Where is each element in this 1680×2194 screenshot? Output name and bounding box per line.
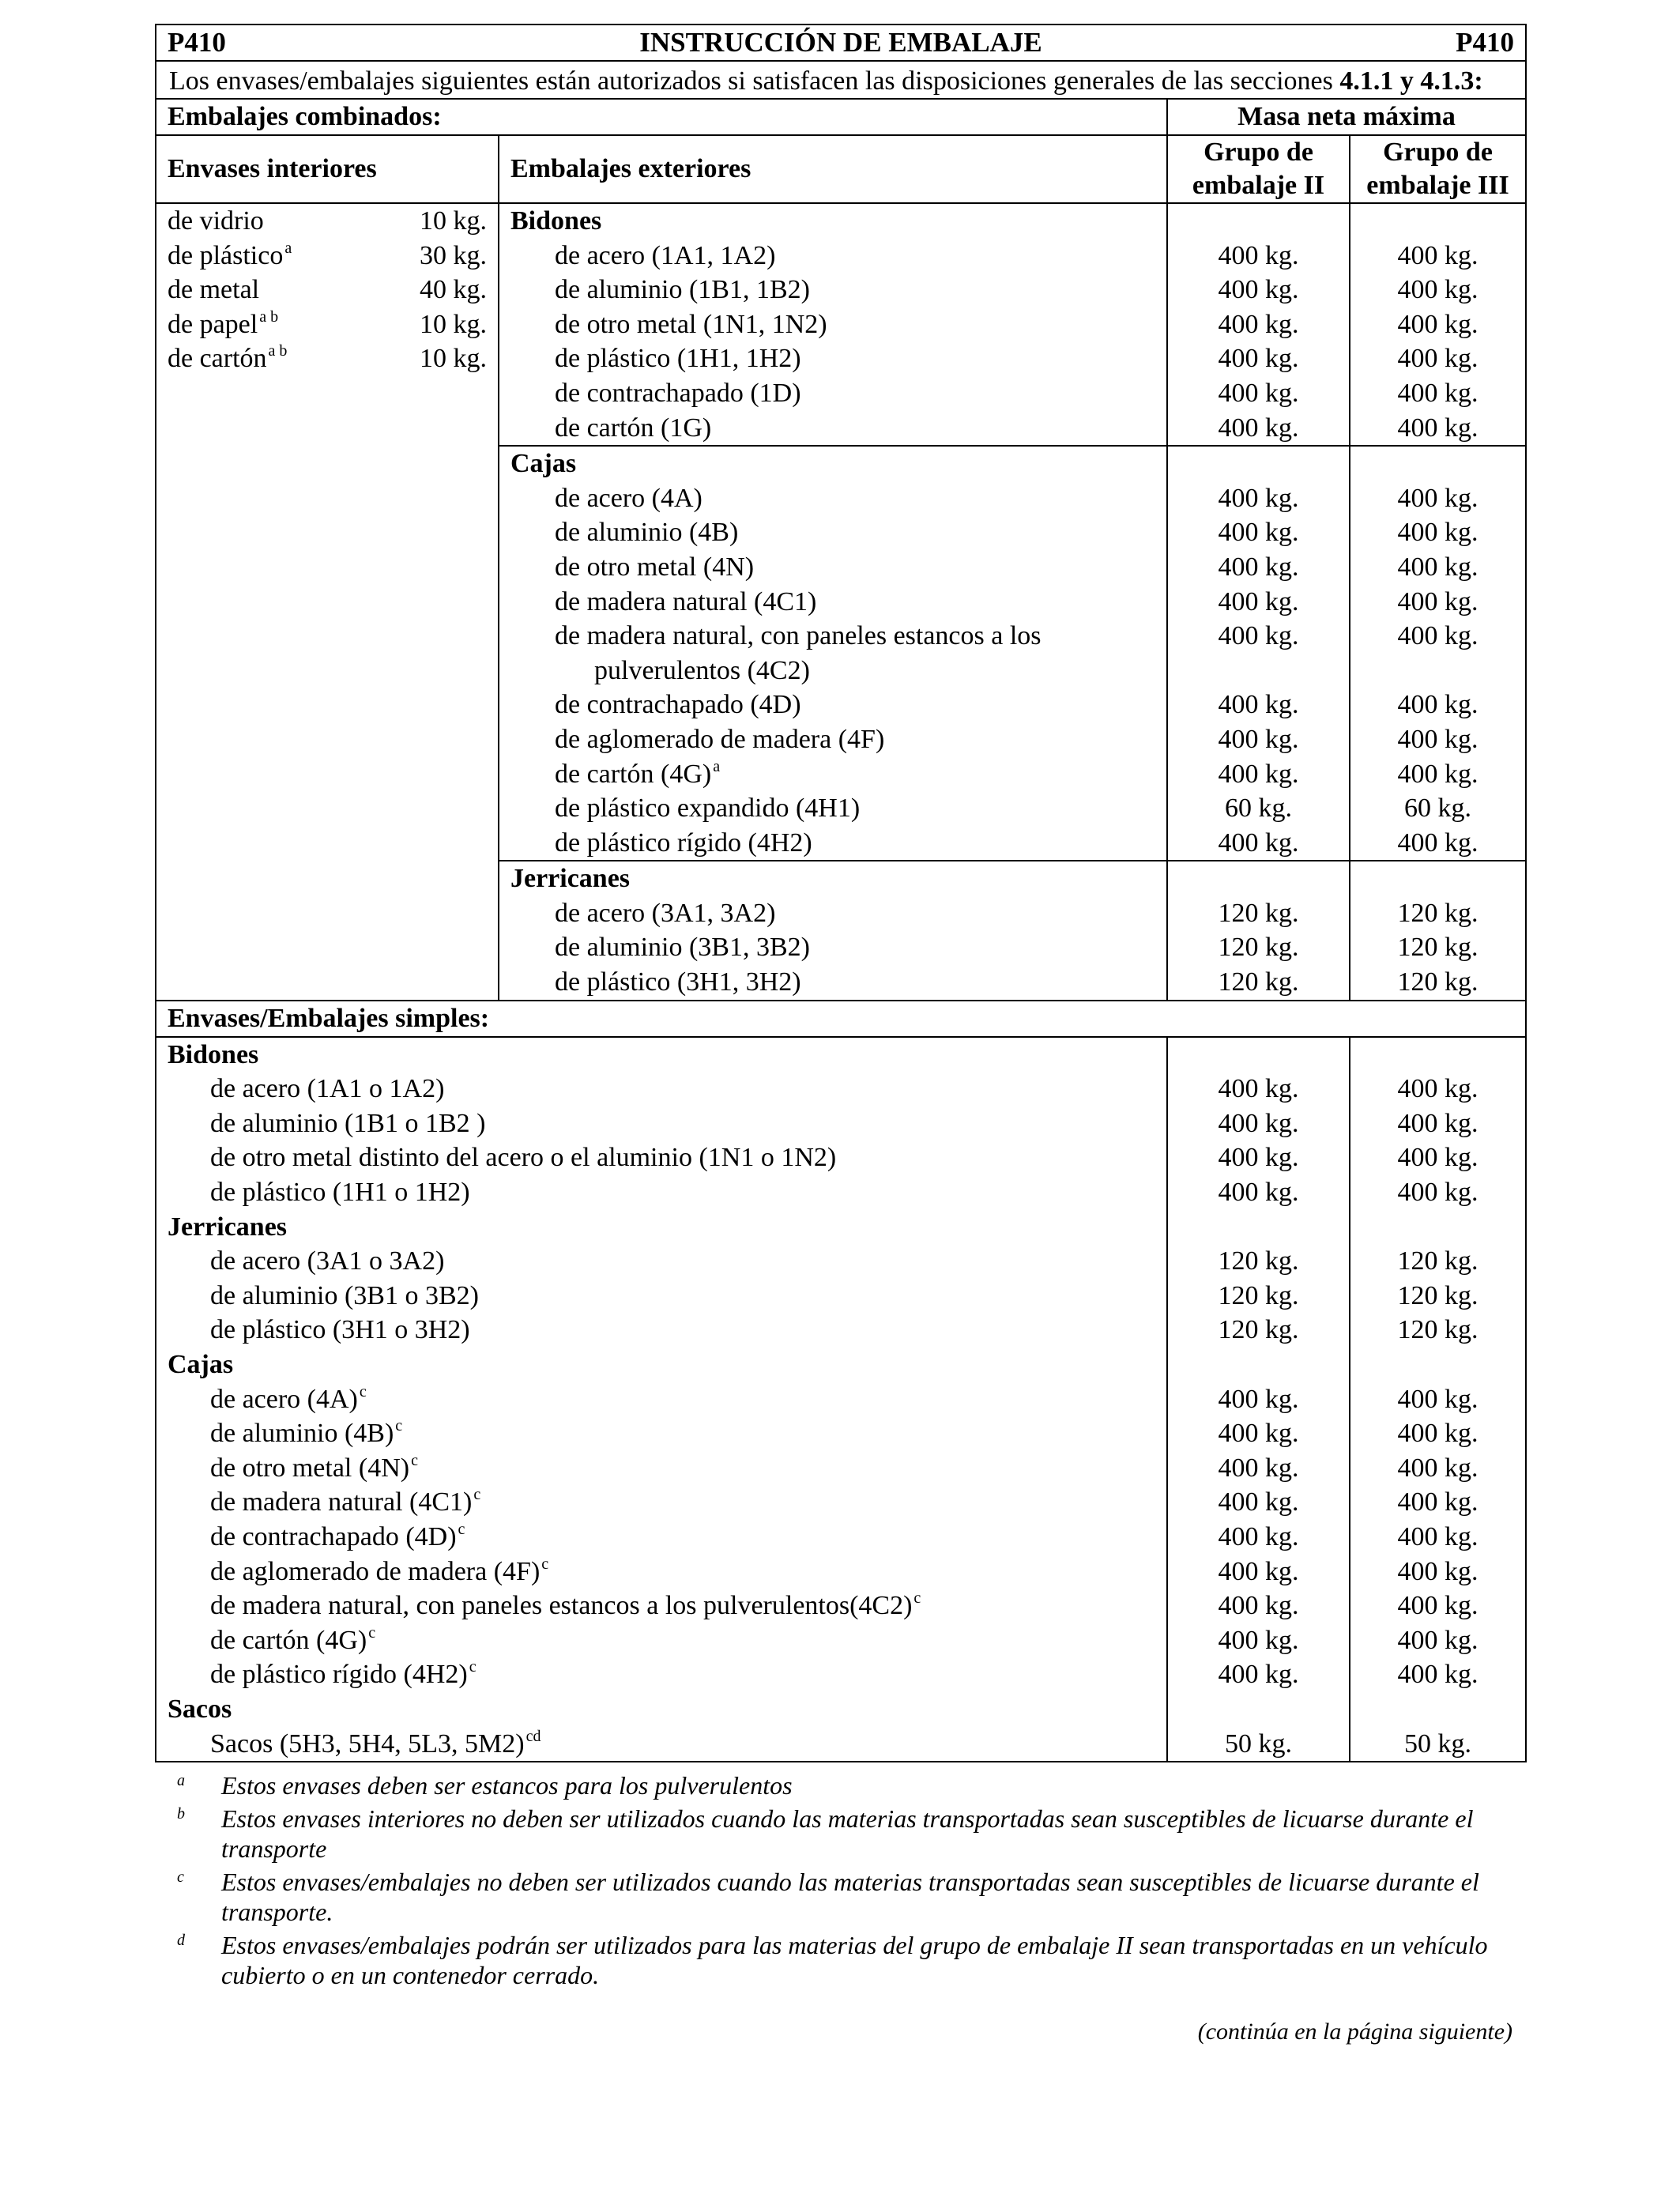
inner-packaging-label (168, 307, 278, 342)
footnote-text: Estos envases deben ser estancos para los pulverulentos (221, 1771, 793, 1800)
footnote (155, 1770, 1525, 1800)
pg3-mass: 400 kg. (1397, 586, 1478, 616)
pg3-mass: 400 kg. (1397, 1384, 1478, 1414)
outer-packaging-item (510, 619, 1155, 654)
single-packaging-item-text: Sacos (5H3, 5H4, 5L3, 5M2) (210, 1728, 525, 1759)
pg2-heading-1: Grupo de (1203, 138, 1313, 167)
single-heading-row (156, 1001, 1526, 1037)
outer-packaging-item-text: de madera natural (4C1) (555, 586, 817, 616)
outer-group-title: Bidones (510, 206, 602, 236)
pg2-mass: 400 kg. (1218, 309, 1299, 339)
intro-text: Los envases/embalajes siguientes están autorizados si satisfacen las disposiciones generales de las secciones (169, 66, 1333, 96)
inner-packaging-material: de cartón (168, 344, 267, 374)
outer-packaging-item-text: de aluminio (1B1, 1B2) (555, 275, 810, 305)
outer-packaging-item (510, 273, 1155, 307)
inner-heading: Envases interiores (168, 154, 377, 183)
footnote-text: Estos envases/embalajes podrán ser utilizados para las materias del grupo de embalaje II sean transportadas en un vehículo cubierto o en un contenedor cerrado. (221, 1931, 1488, 1990)
pg2-mass: 400 kg. (1218, 1108, 1299, 1138)
outer-packaging-item-text: de aglomerado de madera (4F) (555, 724, 885, 754)
outer-packaging-item-text: de aluminio (4B) (555, 518, 739, 548)
outer-group-title: Jerricanes (510, 864, 631, 894)
outer-packaging-item-text: de madera natural, con paneles estancos a los (555, 621, 1042, 651)
footnote-key: d (177, 1932, 185, 1950)
single-body-row (156, 1037, 1526, 1762)
outer-packaging-item-cont: pulverulentos (4C2) (594, 655, 810, 685)
spacer (1362, 1210, 1514, 1245)
pg3-mass: 400 kg. (1397, 518, 1478, 548)
footnote-ref: a b (259, 307, 279, 326)
spacer (1179, 1692, 1338, 1727)
intro-row (156, 61, 1526, 99)
single-packaging-item (168, 1520, 1155, 1555)
intro-section-2: 4.1.3 (1420, 66, 1475, 96)
inner-packaging-item (168, 273, 487, 307)
footnote-ref: c (541, 1555, 549, 1573)
pg3-mass: 120 kg. (1397, 1246, 1478, 1276)
pg3-mass: 400 kg. (1397, 690, 1478, 720)
single-packaging-item (168, 1451, 1155, 1486)
single-packaging-item-text: de contrachapado (4D) (210, 1521, 457, 1551)
single-packaging-item (168, 1313, 1155, 1348)
pg3-mass: 400 kg. (1397, 1419, 1478, 1449)
outer-packaging-item-text: de contrachapado (4D) (555, 690, 801, 720)
single-packaging-item (168, 1175, 1155, 1210)
combined-body-row (156, 203, 1526, 446)
pg2-mass: 400 kg. (1218, 240, 1299, 270)
pg2-mass: 400 kg. (1218, 552, 1299, 582)
instruction-title: INSTRUCCIÓN DE EMBALAJE (639, 27, 1042, 58)
pg2-mass: 400 kg. (1218, 1521, 1299, 1551)
column-header-row (156, 135, 1526, 203)
pg3-mass: 400 kg. (1397, 483, 1478, 513)
outer-packaging-item-text: de otro metal (1N1, 1N2) (555, 309, 827, 339)
pg2-mass: 400 kg. (1218, 1591, 1299, 1621)
pg3-mass: 400 kg. (1397, 1660, 1478, 1690)
outer-packaging-item-text: de otro metal (4N) (555, 552, 755, 582)
pg2-mass: 120 kg. (1218, 933, 1299, 963)
pg3-mass: 400 kg. (1397, 1108, 1478, 1138)
intro-end: : (1474, 66, 1483, 96)
footnote-ref: c (411, 1451, 418, 1469)
footnote-ref: cd (525, 1727, 541, 1745)
single-packaging-item-text: de aluminio (1B1 o 1B2 ) (210, 1108, 486, 1138)
outer-packaging-item (510, 515, 1155, 550)
inner-packaging-material: de papel (168, 309, 258, 339)
outer-packaging-item-text: de plástico (3H1, 3H2) (555, 967, 801, 997)
single-packaging-item-text: de plástico rígido (4H2) (210, 1660, 468, 1690)
pg3-mass: 400 kg. (1397, 1487, 1478, 1517)
inner-packaging-item (168, 239, 487, 273)
instruction-code-right: P410 (1456, 27, 1514, 58)
outer-packaging-item (510, 930, 1155, 965)
pg2-mass: 400 kg. (1218, 1178, 1299, 1208)
single-packaging-item (168, 1589, 1155, 1623)
pg3-mass: 400 kg. (1397, 344, 1478, 374)
single-packaging-item (168, 1657, 1155, 1692)
inner-packaging-mass: 10 kg. (420, 309, 487, 339)
single-packaging-item (168, 1485, 1155, 1520)
footnotes (155, 1770, 1525, 1990)
inner-packagings-cell (156, 203, 499, 1001)
outer-packaging-item-text: de aluminio (3B1, 3B2) (555, 933, 810, 963)
single-packaging-item-text: de plástico (1H1 o 1H2) (210, 1178, 470, 1208)
outer-packaging-item (510, 791, 1155, 826)
pg3-mass: 400 kg. (1397, 552, 1478, 582)
footnote-ref: c (359, 1382, 367, 1400)
single-labels-cell (156, 1037, 1167, 1762)
single-packaging-item (168, 1727, 1155, 1762)
single-packaging-item (168, 1416, 1155, 1451)
pg3-mass: 120 kg. (1397, 898, 1478, 928)
single-packaging-item (168, 1106, 1155, 1141)
mass-heading: Masa neta máxima (1237, 102, 1456, 131)
outer-packaging-item-text: de contrachapado (1D) (555, 378, 801, 408)
inner-packaging-mass: 30 kg. (420, 240, 487, 270)
pg2-mass: 400 kg. (1218, 1419, 1299, 1449)
single-packaging-item (168, 1072, 1155, 1106)
inner-packaging-material: de vidrio (168, 206, 264, 236)
outer-packaging-item (510, 341, 1155, 376)
outer-group-title: Cajas (510, 449, 577, 479)
pg3-mass: 400 kg. (1397, 1591, 1478, 1621)
single-packaging-item (168, 1279, 1155, 1314)
single-group-title: Sacos (168, 1694, 232, 1724)
spacer (1179, 1038, 1338, 1072)
spacer (1362, 1348, 1514, 1382)
footnote-ref: c (913, 1589, 921, 1608)
pg2-mass: 400 kg. (1218, 759, 1299, 789)
pg2-mass: 400 kg. (1218, 586, 1299, 616)
footnote-ref: c (395, 1417, 403, 1435)
single-group-title: Cajas (168, 1350, 234, 1379)
pg2-group-cajas (1167, 446, 1350, 861)
spacer (1362, 861, 1514, 896)
pg2-mass: 400 kg. (1218, 413, 1299, 443)
spacer (1179, 654, 1338, 688)
pg3-mass: 400 kg. (1397, 1556, 1478, 1586)
outer-packaging-item (510, 411, 1155, 446)
spacer (1362, 654, 1514, 688)
outer-packaging-item (510, 688, 1155, 722)
pg2-heading-2: embalaje II (1192, 171, 1325, 200)
outer-packaging-item (510, 757, 1155, 792)
pg2-mass: 400 kg. (1218, 724, 1299, 754)
pg3-mass: 400 kg. (1397, 1453, 1478, 1483)
document-page (155, 24, 1525, 2045)
pg3-mass: 400 kg. (1397, 1074, 1478, 1104)
pg2-mass: 400 kg. (1218, 483, 1299, 513)
single-packaging-item-text: de aluminio (3B1 o 3B2) (210, 1280, 479, 1310)
outer-packaging-item (510, 965, 1155, 1000)
spacer (1362, 204, 1514, 239)
combined-heading: Embalajes combinados: (168, 102, 442, 131)
outer-group-bidones (499, 203, 1167, 446)
spacer (1179, 204, 1338, 239)
footnote-ref: c (368, 1623, 376, 1642)
inner-packaging-item (168, 204, 487, 239)
pg2-mass: 400 kg. (1218, 518, 1299, 548)
pg2-mass: 50 kg. (1225, 1728, 1292, 1759)
pg2-mass: 400 kg. (1218, 378, 1299, 408)
spacer (1179, 861, 1338, 896)
footnote-text: Estos envases interiores no deben ser utilizados cuando las materias transportadas sean susceptibles de licuarse durante el transporte (221, 1804, 1474, 1864)
single-packaging-item-text: de acero (1A1 o 1A2) (210, 1074, 445, 1104)
outer-packaging-item (510, 376, 1155, 411)
single-packaging-item-text: de otro metal (4N) (210, 1453, 410, 1483)
spacer (1179, 1210, 1338, 1245)
outer-packaging-item-text: de acero (3A1, 3A2) (555, 898, 776, 928)
outer-packaging-item (510, 896, 1155, 931)
footnote-key: b (177, 1805, 185, 1823)
outer-group-jerricanes (499, 861, 1167, 1000)
outer-packaging-item-text: de plástico (1H1, 1H2) (555, 344, 801, 374)
single-packaging-item-text: de plástico (3H1 o 3H2) (210, 1315, 470, 1345)
intro-conjunction: y (1393, 66, 1421, 96)
pg3-mass: 400 kg. (1397, 1143, 1478, 1173)
inner-packaging-material: de metal (168, 275, 260, 305)
pg3-mass: 400 kg. (1397, 1178, 1478, 1208)
inner-packaging-item (168, 341, 487, 376)
footnote (155, 1930, 1525, 1990)
pg3-mass: 400 kg. (1397, 724, 1478, 754)
spacer (1179, 1348, 1338, 1382)
inner-packaging-mass: 10 kg. (420, 344, 487, 374)
footnote-ref: c (458, 1520, 465, 1538)
outer-packaging-item (510, 585, 1155, 620)
pg2-mass: 400 kg. (1218, 827, 1299, 858)
pg3-mass: 400 kg. (1397, 621, 1478, 651)
pg3-mass: 120 kg. (1397, 1315, 1478, 1345)
pg2-mass: 400 kg. (1218, 344, 1299, 374)
inner-packaging-material: de plástico (168, 240, 284, 270)
outer-packaging-item (510, 722, 1155, 757)
pg2-mass: 400 kg. (1218, 621, 1299, 651)
spacer (1362, 447, 1514, 481)
outer-packaging-item (510, 826, 1155, 861)
outer-packaging-item (510, 550, 1155, 585)
footnote-ref: c (473, 1486, 481, 1504)
footnote (155, 1867, 1525, 1927)
title-row (156, 25, 1526, 61)
single-pg3-cell (1350, 1037, 1526, 1762)
footnote (155, 1804, 1525, 1864)
outer-heading: Embalajes exteriores (510, 154, 751, 183)
single-packaging-item-text: de acero (4A) (210, 1384, 358, 1414)
pg2-mass: 400 kg. (1218, 1453, 1299, 1483)
pg2-mass: 400 kg. (1218, 1487, 1299, 1517)
pg2-mass: 400 kg. (1218, 275, 1299, 305)
pg2-mass: 400 kg. (1218, 690, 1299, 720)
single-heading: Envases/Embalajes simples: (168, 1003, 490, 1033)
footnote-ref: c (469, 1658, 477, 1676)
outer-packaging-item-text: de acero (4A) (555, 483, 703, 513)
single-packaging-item (168, 1244, 1155, 1279)
footnote-ref: a (713, 757, 721, 775)
single-packaging-item-text: de cartón (4G) (210, 1625, 367, 1655)
outer-group-cajas (499, 446, 1167, 861)
pg3-mass: 400 kg. (1397, 1625, 1478, 1655)
outer-packaging-item-text: de plástico rígido (4H2) (555, 827, 812, 858)
pg2-mass: 120 kg. (1218, 898, 1299, 928)
outer-packaging-item-text: de cartón (1G) (555, 413, 712, 443)
pg3-group-jerricanes (1350, 861, 1526, 1000)
single-packaging-item (168, 1555, 1155, 1589)
pg3-mass: 400 kg. (1397, 827, 1478, 858)
pg3-mass: 400 kg. (1397, 759, 1478, 789)
inner-packaging-label (168, 239, 292, 273)
pg2-mass: 120 kg. (1218, 967, 1299, 997)
single-packaging-item (168, 1623, 1155, 1658)
pg3-mass: 400 kg. (1397, 378, 1478, 408)
single-packaging-item-text: de otro metal distinto del acero o el aluminio (1N1 o 1N2) (210, 1143, 837, 1173)
single-packaging-item-text: de aglomerado de madera (4F) (210, 1556, 541, 1586)
inner-packaging-item (168, 307, 487, 342)
outer-packaging-item-text: de acero (1A1, 1A2) (555, 240, 776, 270)
pg3-group-cajas (1350, 446, 1526, 861)
combined-heading-row (156, 99, 1526, 135)
pg3-mass: 400 kg. (1397, 1521, 1478, 1551)
single-group-title: Bidones (168, 1039, 259, 1069)
pg3-mass: 120 kg. (1397, 1280, 1478, 1310)
pg2-mass: 400 kg. (1218, 1625, 1299, 1655)
pg3-mass: 400 kg. (1397, 275, 1478, 305)
single-packaging-item-text: de madera natural (4C1) (210, 1487, 473, 1517)
pg3-heading-1: Grupo de (1383, 138, 1493, 167)
outer-packaging-item-text: de cartón (4G) (555, 759, 712, 789)
pg3-heading-2: embalaje III (1366, 171, 1509, 200)
inner-packaging-label (168, 273, 259, 307)
pg3-mass: 60 kg. (1404, 794, 1471, 824)
pg2-group-jerricanes (1167, 861, 1350, 1000)
single-packaging-item (168, 1382, 1155, 1417)
outer-packaging-item (510, 239, 1155, 273)
single-packaging-item-text: de acero (3A1 o 3A2) (210, 1246, 445, 1276)
inner-packaging-label (168, 341, 287, 376)
pg3-mass: 120 kg. (1397, 967, 1478, 997)
pg2-mass: 120 kg. (1218, 1315, 1299, 1345)
pg3-mass: 50 kg. (1404, 1728, 1471, 1759)
pg2-mass: 400 kg. (1218, 1074, 1299, 1104)
inner-packaging-label (168, 204, 264, 239)
pg2-mass: 120 kg. (1218, 1280, 1299, 1310)
pg3-mass: 120 kg. (1397, 933, 1478, 963)
spacer (1362, 1692, 1514, 1727)
inner-packaging-mass: 40 kg. (420, 275, 487, 305)
spacer (1179, 447, 1338, 481)
pg2-mass: 400 kg. (1218, 1384, 1299, 1414)
pg3-mass: 400 kg. (1397, 413, 1478, 443)
single-packaging-item-text: de aluminio (4B) (210, 1419, 394, 1449)
pg3-group-bidones (1350, 203, 1526, 446)
intro-section-1: 4.1.1 (1339, 66, 1394, 96)
footnote-ref: a b (268, 342, 288, 360)
inner-packaging-mass: 10 kg. (420, 206, 487, 236)
single-packaging-item (168, 1140, 1155, 1175)
pg2-mass: 400 kg. (1218, 1143, 1299, 1173)
pg2-mass: 60 kg. (1225, 794, 1292, 824)
pg3-mass: 400 kg. (1397, 240, 1478, 270)
outer-packaging-item (510, 481, 1155, 516)
single-pg2-cell (1167, 1037, 1350, 1762)
outer-packaging-item-text: de plástico expandido (4H1) (555, 794, 861, 824)
outer-packaging-item (510, 307, 1155, 342)
pg2-mass: 120 kg. (1218, 1246, 1299, 1276)
footnote-key: a (177, 1772, 185, 1790)
single-group-title: Jerricanes (168, 1212, 288, 1242)
footnote-key: c (177, 1868, 184, 1887)
footnote-ref: a (284, 239, 292, 257)
packing-instruction-table (155, 24, 1527, 1762)
footnote-text: Estos envases/embalajes no deben ser utilizados cuando las materias transportadas sean susceptibles de licuarse durante el transporte. (221, 1868, 1479, 1927)
spacer (1362, 1038, 1514, 1072)
pg2-mass: 400 kg. (1218, 1556, 1299, 1586)
continuation-note: (continúa en la página siguiente) (1197, 2019, 1512, 2045)
pg2-group-bidones (1167, 203, 1350, 446)
single-packaging-item-text: de madera natural, con paneles estancos a los pulverulentos(4C2) (210, 1591, 913, 1621)
pg3-mass: 400 kg. (1397, 309, 1478, 339)
pg2-mass: 400 kg. (1218, 1660, 1299, 1690)
instruction-code-left: P410 (168, 27, 226, 58)
